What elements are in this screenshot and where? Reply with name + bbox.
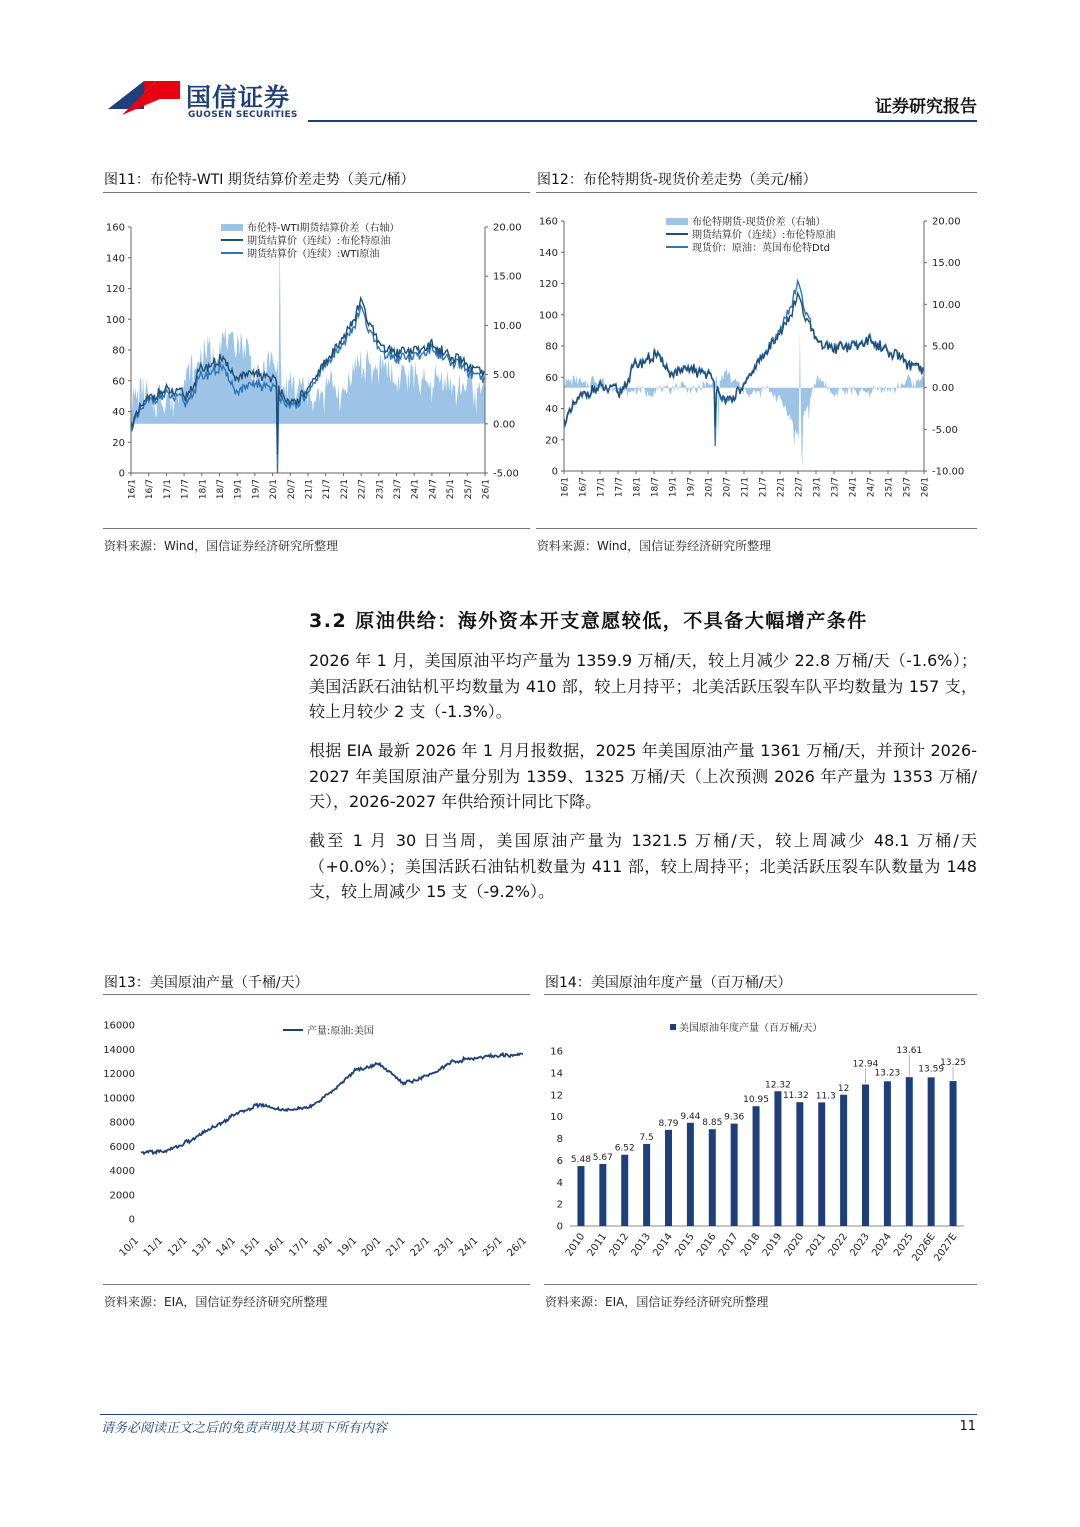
x-tick-label: 24/1 — [410, 479, 421, 500]
spread-area-series — [564, 329, 924, 471]
bar-data-label: 12 — [837, 1083, 850, 1094]
legend-label: 美国原油年度产量（百万桶/天） — [679, 1023, 823, 1034]
x-tick-label: 20/7 — [286, 479, 297, 500]
bar-data-label: 12.32 — [765, 1080, 791, 1091]
legend-label: 期货结算价（连续）:WTI原油 — [247, 249, 380, 260]
fig13-source: 资料来源：EIA，国信证券经济研究所整理 — [104, 1295, 328, 1309]
x-tick-label: 13/1 — [190, 1235, 214, 1260]
y-left-tick-label: 100 — [105, 314, 125, 326]
legend-label: 现货价：原油：英国布伦特Dtd — [692, 243, 830, 254]
x-tick-label: 26/1 — [481, 479, 492, 500]
bar — [840, 1095, 847, 1226]
bar — [884, 1081, 891, 1226]
y-tick-label: 8000 — [109, 1117, 135, 1129]
x-tick-label: 19/1 — [233, 479, 244, 500]
x-tick-label: 21/1 — [384, 1235, 408, 1260]
fig14-source: 资料来源：EIA，国信证券经济研究所整理 — [545, 1295, 769, 1309]
y-left-tick-label: 20 — [545, 435, 558, 447]
bar — [906, 1077, 913, 1226]
y-right-tick-label: 5.00 — [932, 341, 955, 353]
bar-data-label: 11.32 — [782, 1091, 809, 1102]
footer-divider — [100, 1414, 977, 1415]
y-left-tick-label: 80 — [112, 345, 125, 357]
x-tick-label: 17/7 — [180, 479, 191, 500]
bar — [818, 1102, 825, 1226]
x-tick-label: 24/1 — [456, 1235, 481, 1260]
y-tick-label: 16000 — [103, 1020, 135, 1032]
page-number: 11 — [959, 1419, 976, 1434]
fig14-chart — [544, 1008, 977, 1270]
x-tick-label: 22/7 — [794, 477, 805, 498]
bar — [621, 1155, 628, 1226]
y-left-tick-label: 40 — [112, 407, 125, 418]
x-tick-label: 20/1 — [359, 1235, 384, 1260]
bar-data-label: 13.25 — [940, 1058, 966, 1069]
x-tick-label: 18/7 — [650, 477, 661, 498]
y-left-tick-label: 100 — [538, 310, 558, 322]
bar-data-label: 13.61 — [896, 1046, 923, 1057]
bar-data-label: 13.23 — [874, 1068, 901, 1079]
x-tick-label: 22/1 — [776, 477, 787, 498]
bar-data-label: 8.79 — [658, 1118, 679, 1129]
x-tick-label: 24/7 — [866, 477, 877, 498]
y-left-tick-label: 140 — [105, 253, 125, 265]
x-tick-label: 26/1 — [920, 477, 931, 498]
x-tick-label: 16/1 — [262, 1235, 287, 1260]
x-tick-label: 19/1 — [668, 477, 679, 498]
bar — [687, 1123, 694, 1226]
bar — [928, 1077, 935, 1226]
x-tick-label: 20/1 — [269, 479, 280, 500]
x-tick-label: 22/7 — [357, 479, 368, 500]
paragraph-2: 根据 EIA 最新 2026 年 1 月月报数据，2025 年美国原油产量 1361 万桶/天，并预计 2026-2027 年美国原油产量分别为 1359、1325 万桶/天（上次预测 2026 年产量为 1353 万桶/天），2026-2027 年供给预计同比下降。 — [309, 741, 977, 811]
bar — [774, 1091, 781, 1226]
x-tick-label: 17/7 — [614, 477, 625, 498]
report-label: 证券研究报告 — [875, 97, 977, 117]
x-tick-label: 16/1 — [560, 477, 571, 498]
x-tick-label: 25/7 — [902, 477, 913, 498]
x-tick-label: 2010 — [563, 1231, 588, 1259]
x-tick-label: 22/1 — [339, 479, 350, 500]
x-tick-label: 14/1 — [214, 1235, 239, 1260]
y-tick-label: 6 — [556, 1155, 563, 1167]
production-line — [141, 1054, 523, 1154]
fig14-title: 图14：美国原油年度产量（百万桶/天） — [545, 975, 792, 991]
fig13-top-rule — [103, 994, 530, 995]
y-tick-label: 0 — [556, 1221, 563, 1233]
bar-data-label: 9.44 — [680, 1111, 701, 1122]
x-tick-label: 25/1 — [481, 1235, 505, 1260]
x-tick-label: 2018 — [738, 1231, 763, 1259]
x-tick-label: 18/7 — [216, 479, 226, 500]
x-tick-label: 16/7 — [145, 479, 156, 500]
logo-mark-icon — [104, 75, 184, 125]
y-right-tick-label: -10.00 — [932, 466, 965, 478]
fig11-title: 图11：布伦特-WTI 期货结算价差走势（美元/桶） — [104, 172, 415, 188]
x-tick-label: 16/7 — [578, 477, 589, 498]
y-left-tick-label: 80 — [545, 341, 558, 353]
x-tick-label: 23/1 — [432, 1235, 457, 1260]
x-tick-label: 22/1 — [408, 1235, 433, 1260]
y-right-tick-label: 15.00 — [932, 258, 961, 270]
y-left-tick-label: 40 — [545, 404, 558, 415]
x-tick-label: 23/1 — [812, 477, 823, 498]
fig13-title: 图13：美国原油产量（千桶/天） — [104, 975, 309, 991]
x-tick-label: 21/7 — [322, 479, 333, 500]
y-right-tick-label: 0.00 — [493, 419, 516, 431]
x-tick-label: 12/1 — [165, 1235, 190, 1260]
x-tick-label: 23/7 — [393, 479, 403, 500]
x-tick-label: 2017 — [717, 1231, 741, 1259]
x-tick-label: 2021 — [804, 1231, 829, 1259]
x-tick-label: 2024 — [870, 1231, 894, 1259]
logo-text: 国信证券 — [186, 83, 291, 112]
x-tick-label: 25/1 — [446, 479, 457, 500]
bar — [599, 1164, 606, 1226]
y-right-tick-label: -5.00 — [493, 468, 519, 480]
y-left-tick-label: 60 — [545, 372, 558, 384]
x-tick-label: 18/1 — [632, 477, 643, 498]
y-tick-label: 10000 — [103, 1093, 135, 1105]
x-tick-label: 23/1 — [375, 479, 386, 500]
fig11-chart — [103, 205, 530, 510]
bar-data-label: 13.59 — [918, 1064, 945, 1075]
x-tick-label: 26/1 — [505, 1235, 530, 1260]
x-tick-label: 20/1 — [704, 477, 715, 498]
y-tick-label: 12 — [550, 1090, 563, 1102]
fig12-title: 图12：布伦特期货-现货价差走势（美元/桶） — [537, 172, 817, 188]
fig12-source: 资料来源：Wind，国信证券经济研究所整理 — [537, 539, 772, 553]
x-tick-label: 19/7 — [251, 479, 262, 500]
x-tick-label: 10/1 — [117, 1235, 142, 1260]
x-tick-label: 18/1 — [311, 1235, 336, 1260]
paragraph-1: 2026 年 1 月，美国原油平均产量为 1359.9 万桶/天，较上月减少 22.8 万桶/天（-1.6%）；美国活跃石油钻机平均数量为 410 部，较上月持平；北美活跃压裂车队平均数量为 157 支，较上月较少 2 支（-1.3%）。 — [309, 651, 977, 721]
x-tick-label: 2023 — [848, 1231, 872, 1259]
x-tick-label: 2027E — [932, 1231, 960, 1264]
series-line-1 — [131, 298, 485, 455]
x-tick-label: 11/1 — [141, 1235, 166, 1260]
legend-label: 布伦特期货-现货价差（右轴） — [692, 217, 826, 228]
bar — [577, 1166, 584, 1226]
fig11-bottom-rule — [103, 528, 530, 529]
y-right-tick-label: 10.00 — [493, 320, 522, 332]
y-left-tick-label: 160 — [105, 222, 125, 234]
bar — [753, 1106, 760, 1226]
fig12-bottom-rule — [536, 528, 977, 529]
bar — [643, 1144, 650, 1226]
bar-data-label: 5.48 — [570, 1155, 591, 1166]
bar-data-label: 12.94 — [852, 1059, 879, 1070]
bar — [731, 1124, 738, 1226]
y-tick-label: 0 — [128, 1214, 135, 1226]
paragraph-3: 截至 1 月 30 日当周，美国原油产量为 1321.5 万桶/天，较上周减少 48.1 万桶/天（+0.0%）；美国活跃石油钻机数量为 411 部，较上周持平；北美活跃压裂车队数量为 148 支，较上周减少 15 支（-9.2%）。 — [309, 831, 977, 901]
x-tick-label: 18/1 — [198, 479, 209, 500]
y-left-tick-label: 120 — [538, 279, 558, 290]
x-tick-label: 17/1 — [162, 479, 173, 500]
x-tick-label: 2026E — [910, 1231, 938, 1264]
y-tick-label: 6000 — [109, 1141, 135, 1153]
bar-data-label: 8.85 — [702, 1118, 723, 1129]
x-tick-label: 21/1 — [740, 477, 751, 498]
bar — [709, 1129, 716, 1226]
bar — [665, 1130, 672, 1226]
x-tick-label: 19/1 — [335, 1235, 360, 1260]
y-tick-label: 4 — [556, 1177, 563, 1189]
y-right-tick-label: 15.00 — [493, 271, 522, 283]
y-tick-label: 12000 — [103, 1069, 135, 1080]
fig12-top-rule — [536, 192, 977, 193]
y-right-tick-label: -5.00 — [932, 424, 958, 436]
logo-subtext: GUOSEN SECURITIES — [188, 110, 298, 120]
header-divider — [308, 120, 977, 122]
x-tick-label: 2015 — [673, 1231, 697, 1259]
x-tick-label: 23/7 — [830, 477, 841, 498]
x-tick-label: 2025 — [892, 1231, 916, 1259]
y-left-tick-label: 0 — [118, 468, 125, 480]
x-tick-label: 21/7 — [758, 477, 769, 498]
legend-swatch — [670, 1024, 676, 1030]
x-tick-label: 2019 — [760, 1231, 785, 1259]
y-tick-label: 14000 — [103, 1044, 135, 1056]
y-left-tick-label: 120 — [105, 284, 125, 295]
y-tick-label: 8 — [556, 1134, 563, 1145]
legend-label: 期货结算价（连续）:布伦特原油 — [692, 230, 836, 241]
bar-data-label: 7.5 — [639, 1132, 654, 1143]
x-tick-label: 25/1 — [884, 477, 895, 498]
fig13-chart — [103, 1008, 530, 1270]
fig14-bottom-rule — [544, 1284, 977, 1285]
x-tick-label: 17/1 — [596, 477, 607, 498]
fig14-top-rule — [544, 994, 977, 995]
bar — [796, 1102, 803, 1226]
x-tick-label: 2016 — [695, 1231, 719, 1259]
fig13-bottom-rule — [103, 1284, 530, 1285]
y-right-tick-label: 5.00 — [493, 370, 516, 382]
y-tick-label: 10 — [550, 1112, 563, 1124]
series-line-1 — [564, 293, 924, 427]
x-tick-label: 2013 — [629, 1231, 654, 1259]
bar-data-label: 9.36 — [724, 1112, 745, 1123]
y-tick-label: 14 — [550, 1068, 563, 1080]
legend-label: 布伦特-WTI期货结算价差（右轴） — [247, 223, 400, 234]
section-heading: 3.2 原油供给：海外资本开支意愿较低，不具备大幅增产条件 — [309, 610, 868, 632]
legend-swatch-area — [221, 224, 243, 231]
y-tick-label: 4000 — [109, 1166, 135, 1177]
legend-swatch-area — [666, 218, 688, 225]
y-left-tick-label: 60 — [112, 376, 125, 388]
series-line-2 — [564, 281, 924, 446]
x-tick-label: 21/1 — [304, 479, 315, 500]
x-tick-label: 16/1 — [127, 479, 138, 500]
x-tick-label: 2022 — [826, 1231, 851, 1259]
x-tick-label: 2012 — [607, 1231, 632, 1259]
x-tick-label: 24/7 — [428, 479, 439, 500]
fig11-top-rule — [103, 192, 530, 193]
bar-data-label: 5.67 — [592, 1152, 613, 1163]
legend-label: 期货结算价（连续）:布伦特原油 — [247, 236, 391, 247]
x-tick-label: 24/1 — [848, 477, 859, 498]
y-tick-label: 16 — [550, 1046, 563, 1058]
x-tick-label: 2011 — [585, 1231, 610, 1259]
y-left-tick-label: 160 — [538, 216, 558, 228]
x-tick-label: 2020 — [782, 1231, 807, 1259]
y-right-tick-label: 20.00 — [493, 222, 522, 234]
y-right-tick-label: 10.00 — [932, 299, 961, 311]
y-left-tick-label: 0 — [551, 466, 558, 478]
x-tick-label: 25/7 — [463, 479, 474, 500]
legend-label: 产量:原油:美国 — [307, 1026, 374, 1037]
y-tick-label: 2000 — [109, 1190, 135, 1202]
y-left-tick-label: 20 — [112, 437, 125, 449]
y-right-tick-label: 0.00 — [932, 383, 955, 395]
footer-disclaimer: 请务必阅读正文之后的免责声明及其项下所有内容 — [101, 1421, 388, 1436]
x-tick-label: 2014 — [651, 1231, 675, 1259]
x-tick-label: 17/1 — [287, 1235, 311, 1260]
bar — [862, 1084, 869, 1226]
bar-data-label: 11.3 — [815, 1091, 836, 1102]
x-tick-label: 19/7 — [686, 477, 697, 498]
bar-data-label: 6.52 — [614, 1143, 635, 1154]
x-tick-label: 20/7 — [722, 477, 733, 498]
fig11-source: 资料来源：Wind，国信证券经济研究所整理 — [104, 539, 339, 553]
y-right-tick-label: 20.00 — [932, 216, 961, 228]
y-tick-label: 2 — [556, 1199, 563, 1211]
x-tick-label: 15/1 — [238, 1235, 263, 1260]
fig12-chart — [536, 205, 977, 510]
bar-data-label: 10.95 — [743, 1095, 769, 1106]
y-left-tick-label: 140 — [538, 247, 558, 259]
bar — [950, 1081, 957, 1226]
